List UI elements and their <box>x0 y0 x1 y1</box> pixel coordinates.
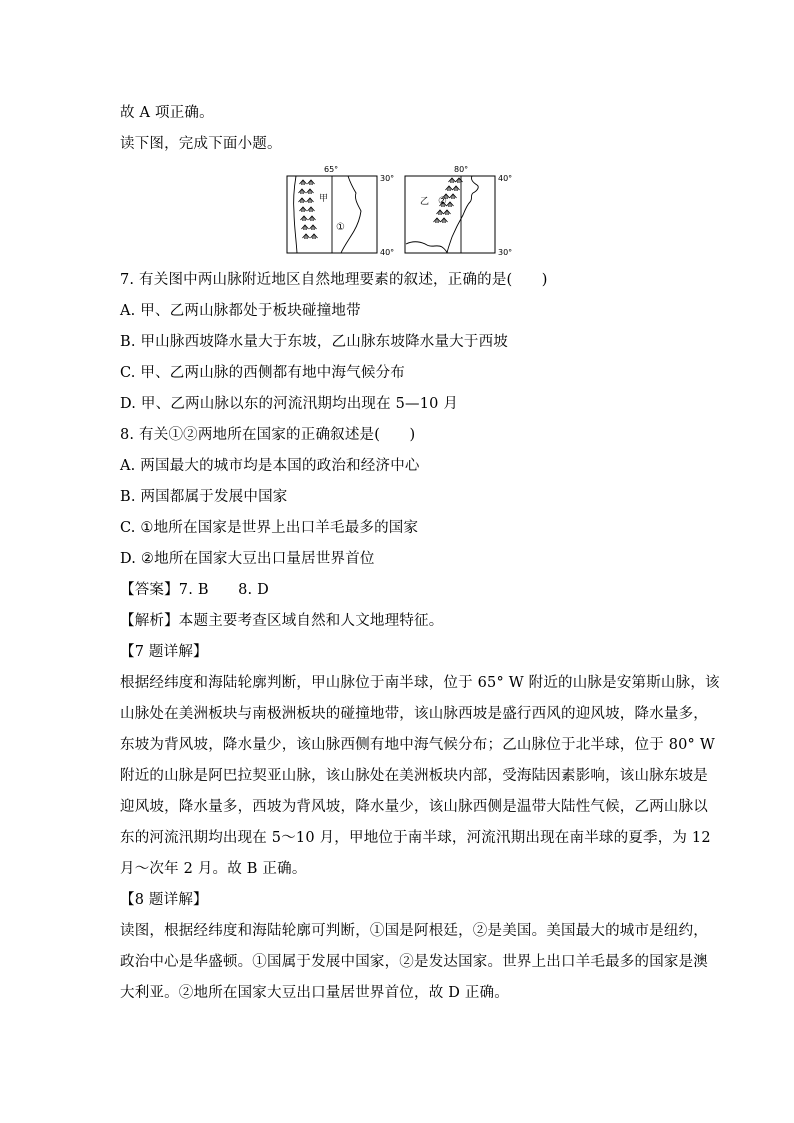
line-1: 故 A 项正确。 <box>120 105 214 121</box>
jia-label: 甲 <box>319 194 329 204</box>
left-meridian-label: 65° <box>324 165 339 174</box>
mountain-symbols-jia <box>299 180 318 239</box>
question-7: 7. 有关图中两山脉附近地区自然地理要素的叙述，正确的是( ) <box>120 272 548 288</box>
q8-detail-text-3: 大利亚。②地所在国家大豆出口量居世界首位，故 D 正确。 <box>120 985 509 1001</box>
right-lat-top-label: 40° <box>498 174 513 183</box>
map-figure-svg <box>284 160 514 258</box>
q7-detail-text-5: 迎风坡，降水量多，西坡为背风坡，降水量少，该山脉西侧是温带大陆性气候，乙两山脉以 <box>120 799 708 815</box>
q7-option-b: B. 甲山脉西坡降水量大于东坡，乙山脉东坡降水量大于西坡 <box>120 334 508 350</box>
answer-line: 【答案】7. B 8. D <box>120 582 269 598</box>
point-2-label: ② <box>438 196 447 207</box>
q7-detail-text-2: 山脉处在美洲板块与南极洲板块的碰撞地带，该山脉西坡是盛行西风的迎风坡，降水量多， <box>120 706 708 722</box>
q8-detail-text-2: 政治中心是华盛顿。①国属于发展中国家，②是发达国家。世界上出口羊毛最多的国家是澳 <box>120 954 708 970</box>
analysis-line: 【解析】本题主要考查区域自然和人文地理特征。 <box>120 613 444 629</box>
right-map <box>405 165 512 257</box>
q7-option-a: A. 甲、乙两山脉都处于板块碰撞地带 <box>120 303 361 319</box>
q7-option-d: D. 甲、乙两山脉以东的河流汛期均出现在 5—10 月 <box>120 396 459 412</box>
question-8: 8. 有关①②两地所在国家的正确叙述是( ) <box>120 427 416 443</box>
map-figure <box>284 160 514 258</box>
q8-option-d: D. ②地所在国家大豆出口量居世界首位 <box>120 551 375 567</box>
right-lat-bottom-label: 30° <box>498 248 513 257</box>
q7-option-c: C. 甲、乙两山脉的西侧都有地中海气候分布 <box>120 365 405 381</box>
yi-label: 乙 <box>420 197 430 207</box>
q7-detail-text-6: 东的河流汛期均出现在 5～10 月，甲地位于南半球，河流汛期出现在南半球的夏季，为 12 <box>120 830 711 846</box>
q8-option-c: C. ①地所在国家是世界上出口羊毛最多的国家 <box>120 520 419 536</box>
point-1-label: ① <box>336 222 345 233</box>
q7-detail-text-7: 月～次年 2 月。故 B 正确。 <box>120 861 307 877</box>
q8-detail-heading: 【8 题详解】 <box>120 892 208 908</box>
q8-option-a: A. 两国最大的城市均是本国的政治和经济中心 <box>120 458 420 474</box>
q7-detail-text-1: 根据经纬度和海陆轮廓判断，甲山脉位于南半球，位于 65° W 附近的山脉是安第斯山脉，该 <box>120 675 720 691</box>
q7-detail-text-4: 附近的山脉是阿巴拉契亚山脉，该山脉处在美洲板块内部，受海陆因素影响，该山脉东坡是 <box>120 768 708 784</box>
right-meridian-label: 80° <box>454 165 469 174</box>
line-2: 读下图，完成下面小题。 <box>120 136 282 152</box>
q7-detail-heading: 【7 题详解】 <box>120 644 208 660</box>
left-lat-bottom-label: 40° <box>380 248 395 257</box>
left-map <box>287 165 394 257</box>
left-lat-top-label: 30° <box>380 174 395 183</box>
q8-option-b: B. 两国都属于发展中国家 <box>120 489 288 505</box>
q8-detail-text-1: 读图，根据经纬度和海陆轮廓可判断，①国是阿根廷，②是美国。美国最大的城市是纽约， <box>120 923 708 939</box>
q7-detail-text-3: 东坡为背风坡，降水量少，该山脉西侧有地中海气候分布；乙山脉位于北半球，位于 80° W <box>120 737 715 753</box>
